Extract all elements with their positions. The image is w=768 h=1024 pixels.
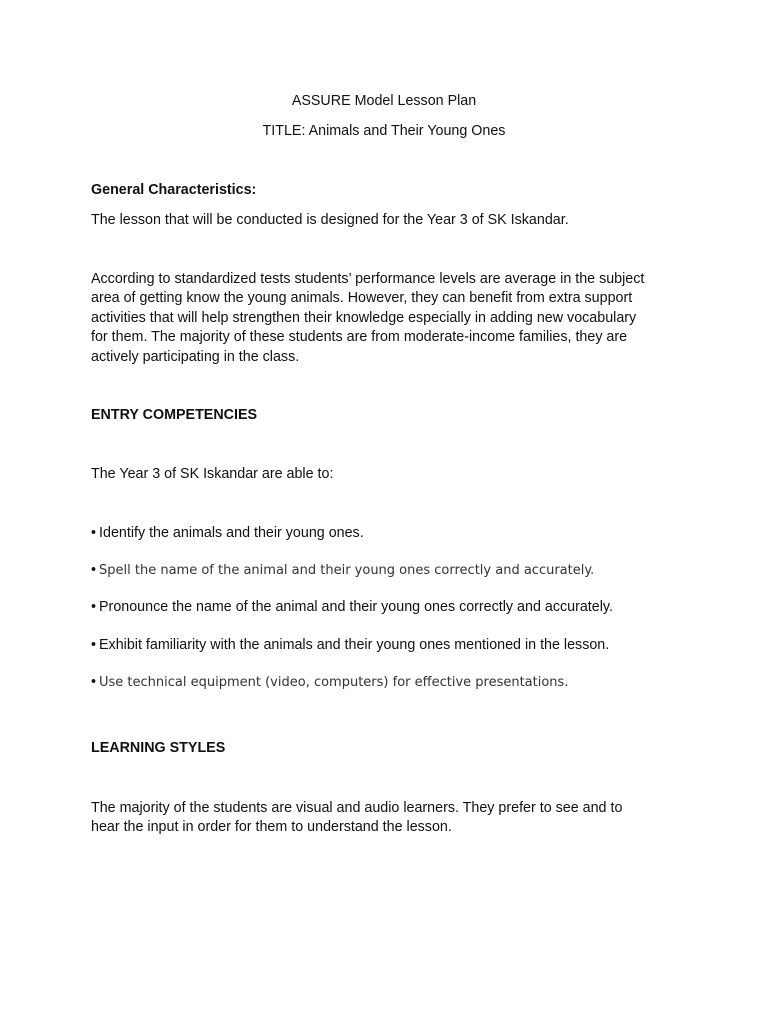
- paragraph-line: actively participating in the class.: [91, 348, 300, 365]
- general-paragraph: [91, 270, 691, 367]
- entry-competencies-heading: ENTRY COMPETENCIES: [91, 407, 258, 423]
- list-item-text: Pronounce the name of the animal and their young ones correctly and accurately.: [99, 599, 613, 615]
- list-item: [91, 561, 691, 580]
- list-item: [91, 598, 691, 617]
- learning-paragraph: [91, 799, 691, 838]
- paragraph-line: area of getting know the young animals. However, they can benefit from extra support: [91, 290, 633, 307]
- general-intro: The lesson that will be conducted is designed for the Year 3 of SK Iskandar.: [91, 212, 569, 228]
- bullet-icon: •: [91, 562, 97, 578]
- paragraph-line: The majority of the students are visual and audio learners. They prefer to see and to: [91, 800, 623, 816]
- entry-intro: The Year 3 of SK Iskandar are able to:: [91, 466, 334, 482]
- bullet-icon: •: [91, 599, 97, 615]
- bullet-icon: •: [91, 674, 97, 690]
- list-item-text: Use technical equipment (video, computers) for effective presentations.: [99, 675, 569, 690]
- paragraph-line: hear the input in order for them to understand the lesson.: [91, 819, 452, 836]
- paragraph-line: activities that will help strengthen their knowledge especially in adding new vocabulary: [91, 309, 637, 326]
- list-item: [91, 673, 691, 692]
- lesson-title: TITLE: Animals and Their Young Ones: [262, 123, 506, 139]
- bullet-icon: •: [91, 525, 97, 541]
- bullet-icon: •: [91, 637, 97, 653]
- list-item-text: Identify the animals and their young ones.: [99, 525, 364, 541]
- list-item: [91, 636, 691, 655]
- general-characteristics-heading: General Characteristics:: [91, 182, 257, 198]
- list-item-text: Exhibit familiarity with the animals and their young ones mentioned in the lesson.: [99, 637, 610, 653]
- paragraph-line: According to standardized tests students’ performance levels are average in the subject: [91, 271, 645, 287]
- document-title: ASSURE Model Lesson Plan: [291, 93, 477, 109]
- list-item-text: Spell the name of the animal and their young ones correctly and accurately.: [99, 563, 595, 578]
- paragraph-line: for them. The majority of these students are from moderate-income families, they are: [91, 329, 628, 346]
- learning-styles-heading: LEARNING STYLES: [91, 740, 226, 756]
- list-item: [91, 524, 691, 543]
